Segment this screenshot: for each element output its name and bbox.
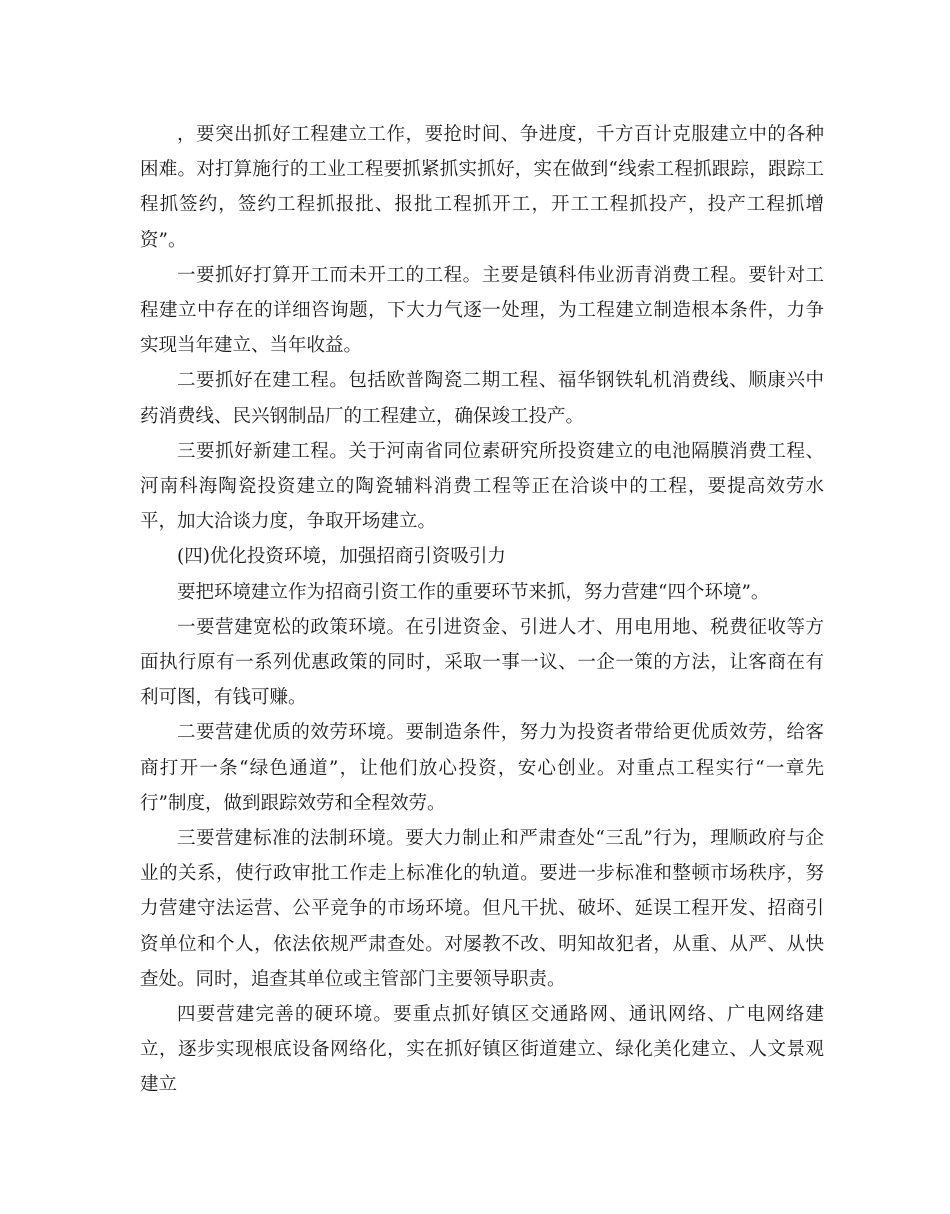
paragraph-legal-environment: 三要营建标准的法制环境。要大力制止和严肃查处“三乱”行为，理顺政府与企业的关系，使行政审批工作走上标准化的轨道。要进一步标准和整顿市场秩序，努力营建守法运营、公平竞争的市场环境。但凡干扰、破坏、延误工程开发、招商引资单位和个人，依法依规严肃查处。对屡教不改、明知故犯者，从重、从严、从快查处。同时，追查其单位或主管部门主要领导职责。 [140,828,824,990]
paragraph-four-environments: 要把环境建立作为招商引资工作的重要环节来抓，努力营建“四个环境”。 [177,581,770,603]
paragraph-hard-environment: 四要营建完善的硬环境。要重点抓好镇区交通路网、通讯网络、广电网络建立，逐步实现根底设备网络化，实在抓好镇区街道建立、绿化美化建立、人文景观建立 [140,1004,824,1096]
paragraph-policy-environment: 一要营建宽松的政策环境。在引进资金、引进人才、用电用地、税费征收等方面执行原有一系列优惠政策的同时，采取一事一议、一企一策的方法，让客商在有利可图，有钱可赚。 [140,616,824,709]
paragraph-planned-projects: 一要抓好打算开工而未开工的工程。主要是镇科伟业沥青消费工程。要针对工程建立中存在的详细咨询题，下大力气逐一处理，为工程建立制造根本条件，力争实现当年建立、当年收益。 [140,264,824,357]
paragraph-new-projects: 三要抓好新建工程。关于河南省同位素研究所投资建立的电池隔膜消费工程、河南科海陶瓷投资建立的陶瓷辅料消费工程等正在洽谈中的工程，要提高效劳水平，加大洽谈力度，争取开场建立。 [140,440,824,533]
paragraph-project-construction: ，要突出抓好工程建立工作，要抢时间、争进度，千方百计克服建立中的各种困难。对打算施行的工业工程要抓紧抓实抓好，实在做到“线索工程抓跟踪，跟踪工程抓签约，签约工程抓报批、报批工程抓开工，开工工程抓投产，投产工程抓增资”。 [140,124,824,251]
paragraph-service-environment: 二要营建优质的效劳环境。要制造条件，努力为投资者带给更优质效劳，给客商打开一条“绿色通道”，让他们放心投资，安心创业。对重点工程实行“一章先行”制度，做到跟踪效劳和全程效劳。 [140,722,824,814]
paragraph-projects-under-construction: 二要抓好在建工程。包括欧普陶瓷二期工程、福华钢铁轧机消费线、顺康兴中药消费线、民兴钢制品厂的工程建立，确保竣工投产。 [140,370,824,427]
section-heading-investment-environment: (四)优化投资环境，加强招商引资吸引力 [177,546,506,568]
document-body [140,117,824,1103]
